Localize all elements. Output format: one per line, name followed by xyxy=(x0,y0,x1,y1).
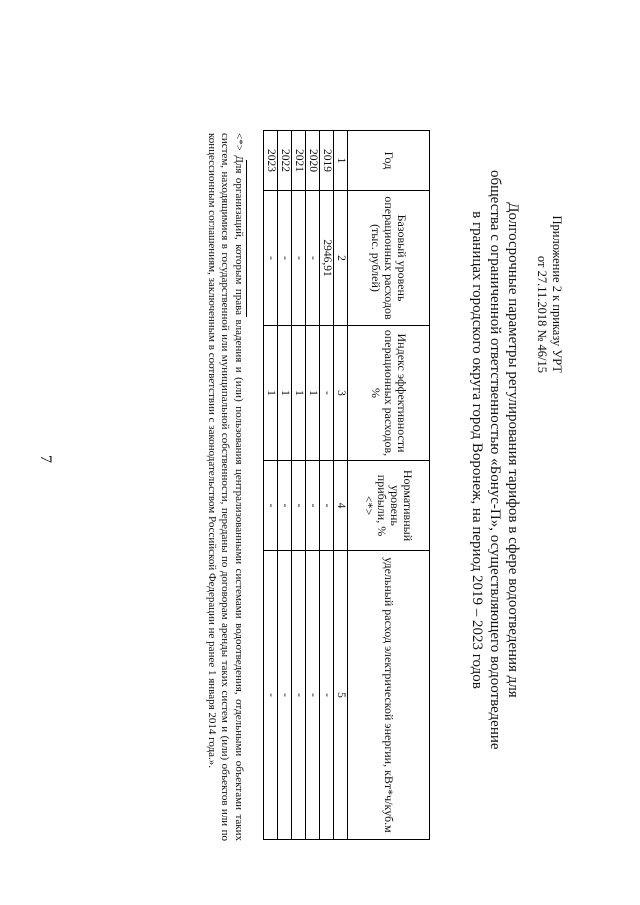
footnote-divider xyxy=(246,160,247,317)
table-cell: - xyxy=(292,461,306,551)
table-header-row xyxy=(348,131,430,840)
table-cell: - xyxy=(320,551,334,840)
table-row xyxy=(320,131,334,840)
appendix-line-1: Приложение 2 к приказу УРТ xyxy=(550,215,564,373)
page-number: 7 xyxy=(37,455,54,463)
header-energy-consumption: удельный расход электрической энергии, кВт*ч/куб.м xyxy=(348,551,430,840)
appendix-reference xyxy=(534,216,564,374)
table-cell: - xyxy=(278,461,292,551)
table-cell: 1 xyxy=(306,326,320,461)
table-row xyxy=(306,131,320,840)
table-row xyxy=(278,131,292,840)
table-cell: 1 xyxy=(278,326,292,461)
table-cell: - xyxy=(278,551,292,840)
column-number: 5 xyxy=(334,551,348,840)
footnote: <*> Для организаций, которым права владения и (или) пользования централизованными системами водоотведения, отдельными объектами таких систем, находящимися в государственной или муниципальной собственности, переданы по договорам аренды таких систем и (или) объектов или по концессионным соглашениям, заключенным в соответствии с законодательством Российской Федерации не ранее 1 января 2014 года.». xyxy=(206,133,245,841)
document-title xyxy=(468,170,522,750)
table-cell: - xyxy=(306,191,320,326)
title-line-1: Долгосрочные параметры регулирования тарифов в сфере водоотведения для xyxy=(505,202,521,698)
table-cell: - xyxy=(264,191,278,326)
column-number: 2 xyxy=(334,191,348,326)
table-cell: - xyxy=(320,461,334,551)
table-cell: 1 xyxy=(292,326,306,461)
title-line-3: в границах городского округа город Воронеж, на период 2019 – 2023 годов xyxy=(469,211,485,689)
table-cell: - xyxy=(292,191,306,326)
table-cell-year: 2020 xyxy=(306,131,320,191)
table-row xyxy=(292,131,306,840)
table-cell-year: 2019 xyxy=(320,131,334,191)
column-number: 4 xyxy=(334,461,348,551)
table-cell: - xyxy=(292,551,306,840)
table-row xyxy=(264,131,278,840)
parameters-table xyxy=(263,130,430,840)
table-cell: - xyxy=(306,551,320,840)
parameters-table-container xyxy=(265,130,430,839)
title-line-2: общества с ограниченной ответственностью «Бонус-П», осуществляющего водоотведение xyxy=(487,170,503,750)
table-cell: - xyxy=(264,461,278,551)
column-number: 1 xyxy=(334,131,348,191)
header-base-opex: Базовый уровень операционных расходов (тыс. рублей) xyxy=(348,191,430,326)
table-cell-year: 2021 xyxy=(292,131,306,191)
column-number-row xyxy=(334,131,348,840)
column-number: 3 xyxy=(334,326,348,461)
header-year: Год xyxy=(348,131,430,191)
table-cell: - xyxy=(278,191,292,326)
table-cell: 1 xyxy=(264,326,278,461)
appendix-line-2: от 27.11.2018 № 46/15 xyxy=(535,255,549,373)
header-efficiency-index: Индекс эффективности операционных расходов, % xyxy=(348,326,430,461)
header-profit-level: Нормативный уровень прибыли, % <*> xyxy=(348,461,430,551)
table-cell-year: 2023 xyxy=(264,131,278,191)
table-cell: - xyxy=(320,326,334,461)
table-cell: - xyxy=(306,461,320,551)
table-cell: - xyxy=(264,551,278,840)
table-cell-year: 2022 xyxy=(278,131,292,191)
table-cell: 2946,91 xyxy=(320,191,334,326)
